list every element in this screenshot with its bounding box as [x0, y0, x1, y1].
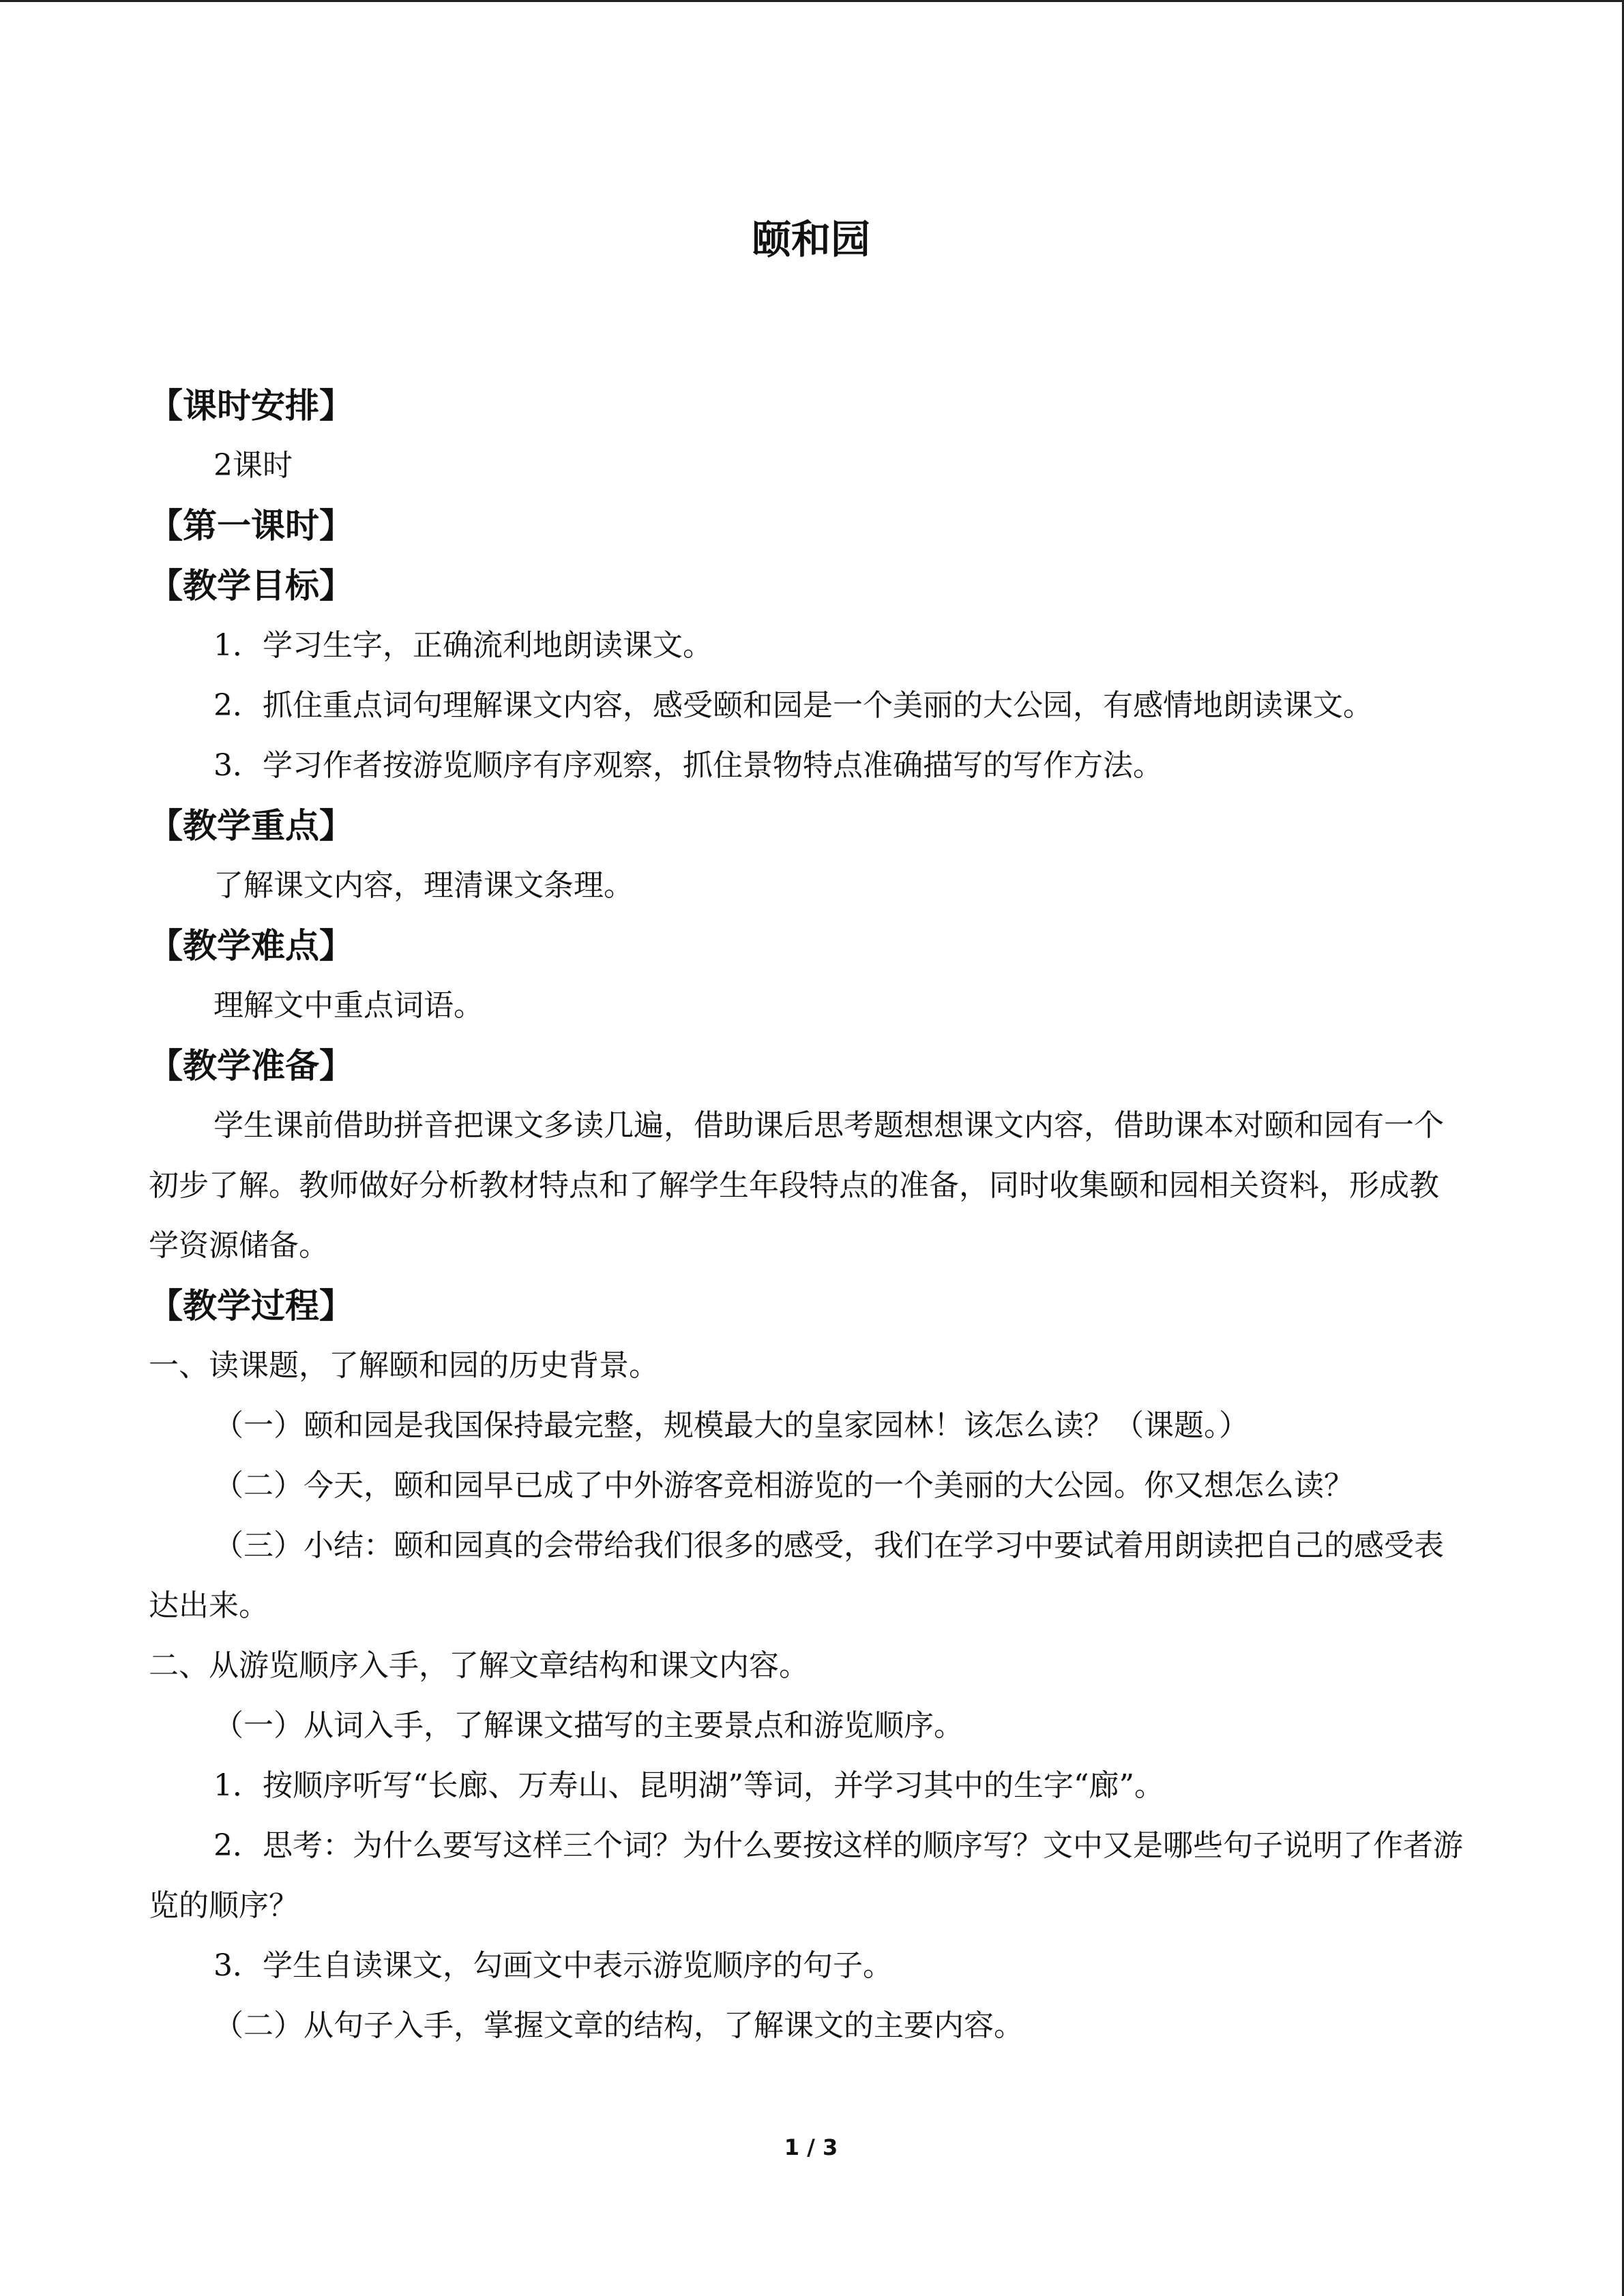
process-part-2: 二、从游览顺序入手，了解文章结构和课文内容。	[149, 1648, 809, 1683]
preparation-heading: 【教学准备】	[149, 1046, 353, 1086]
key-points-heading: 【教学重点】	[149, 806, 353, 846]
goal-item-1: 1．学习生字，正确流利地朗读课文。	[213, 628, 713, 663]
process-part-2-sub-1-item-3: 3．学生自读课文，勾画文中表示游览顺序的句子。	[213, 1948, 893, 1983]
process-part-1-item-1: （一）颐和园是我国保持最完整，规模最大的皇家园林！该怎么读？（课题。）	[213, 1408, 1249, 1443]
difficulty-text: 理解文中重点词语。	[213, 988, 484, 1023]
schedule-text: 2课时	[213, 448, 293, 483]
preparation-text: 学生课前借助拼音把课文多读几遍，借助课后思考题想想课文内容，借助课本对颐和园有一个初步了解。教师做好分析教材特点和了解学生年段特点的准备，同时收集颐和园相关资料，形成教学资源储备。	[149, 1108, 1444, 1263]
process-part-2-sub-2: （二）从句子入手，掌握文章的结构，了解课文的主要内容。	[213, 2008, 1024, 2043]
page-indicator: 1 / 3	[784, 2134, 838, 2160]
process-part-2-sub-1-item-1: 1．按顺序听写“长廊、万寿山、昆明湖”等词，并学习其中的生字“廊”。	[213, 1768, 1164, 1803]
goal-item-3: 3．学习作者按游览顺序有序观察，抓住景物特点准确描写的写作方法。	[213, 748, 1163, 783]
schedule-heading: 【课时安排】	[149, 386, 353, 426]
process-heading: 【教学过程】	[149, 1286, 353, 1326]
process-part-1-item-2: （二）今天，颐和园早已成了中外游客竞相游览的一个美丽的大公园。你又想怎么读？	[213, 1468, 1354, 1503]
goal-item-2: 2．抓住重点词句理解课文内容，感受颐和园是一个美丽的大公园，有感情地朗读课文。	[213, 688, 1373, 723]
lesson1-heading: 【第一课时】	[149, 506, 353, 546]
page-title: 颐和园	[751, 216, 870, 263]
goals-heading: 【教学目标】	[149, 566, 353, 606]
process-part-1-item-3: （三）小结：颐和园真的会带给我们很多的感受，我们在学习中要试着用朗读把自己的感受表达出来。	[149, 1528, 1444, 1623]
key-points-text: 了解课文内容，理清课文条理。	[213, 868, 634, 903]
difficulty-heading: 【教学难点】	[149, 926, 353, 966]
process-part-2-sub-1-item-2: 2．思考：为什么要写这样三个词？为什么要按这样的顺序写？文中又是哪些句子说明了作者游览的顺序？	[149, 1828, 1463, 1923]
document-body	[149, 376, 1465, 2056]
process-part-2-sub-1: （一）从词入手，了解课文描写的主要景点和游览顺序。	[213, 1708, 964, 1743]
process-part-1: 一、读课题，了解颐和园的历史背景。	[149, 1348, 659, 1383]
